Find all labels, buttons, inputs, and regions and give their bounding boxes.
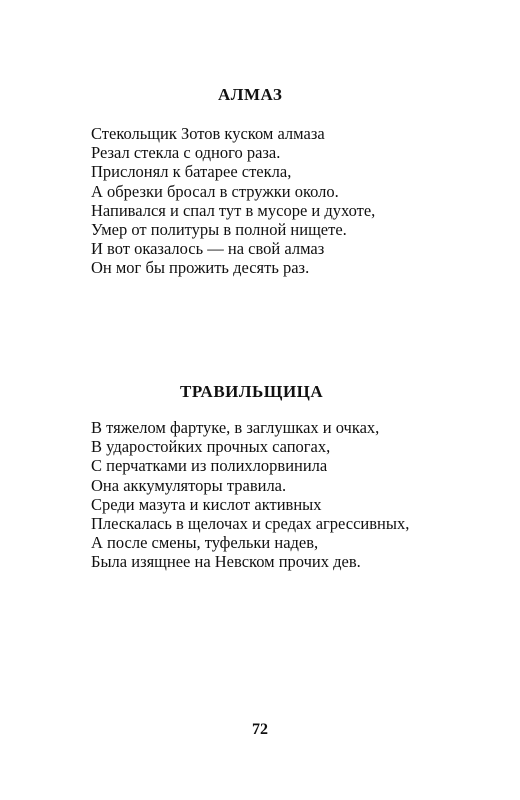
poem-line: Среди мазута и кислот активных xyxy=(91,494,322,514)
poem-line: В ударостойких прочных сапогах, xyxy=(91,437,331,457)
poem-almaz xyxy=(91,85,491,278)
poem-line: А после смены, туфельки надев, xyxy=(91,533,319,553)
poem-travilshchitsa xyxy=(91,382,491,572)
poem-line: Умер от политуры в полной нищете. xyxy=(91,220,347,240)
poem-line: Она аккумуляторы травила. xyxy=(91,475,287,495)
poem-line: Стекольщик Зотов куском алмаза xyxy=(91,124,325,143)
poem-line: Прислонял к батарее стекла, xyxy=(91,162,292,182)
poem-title: АЛМАЗ xyxy=(218,85,283,104)
poem-title: ТРАВИЛЬЩИЦА xyxy=(180,382,324,401)
poem-line: Была изящнее на Невском прочих дев. xyxy=(91,552,361,572)
poem-line: И вот оказалось — на свой алмаз xyxy=(91,239,325,259)
page-number: 72 xyxy=(252,721,268,738)
poem-line: В тяжелом фартуке, в заглушках и очках, xyxy=(91,418,380,437)
poem-line: Резал стекла с одного раза. xyxy=(91,143,281,163)
poem-line: С перчатками из полихлорвинила xyxy=(91,456,328,476)
poem-body xyxy=(91,418,491,572)
poem-body xyxy=(91,124,491,278)
poem-line: Напивался и спал тут в мусоре и духоте, xyxy=(91,200,376,220)
poem-line: Он мог бы прожить десять раз. xyxy=(91,258,310,278)
poem-line: Плескалась в щелочах и средах агрессивных, xyxy=(91,514,410,534)
poem-line: А обрезки бросал в стружки около. xyxy=(91,181,339,201)
